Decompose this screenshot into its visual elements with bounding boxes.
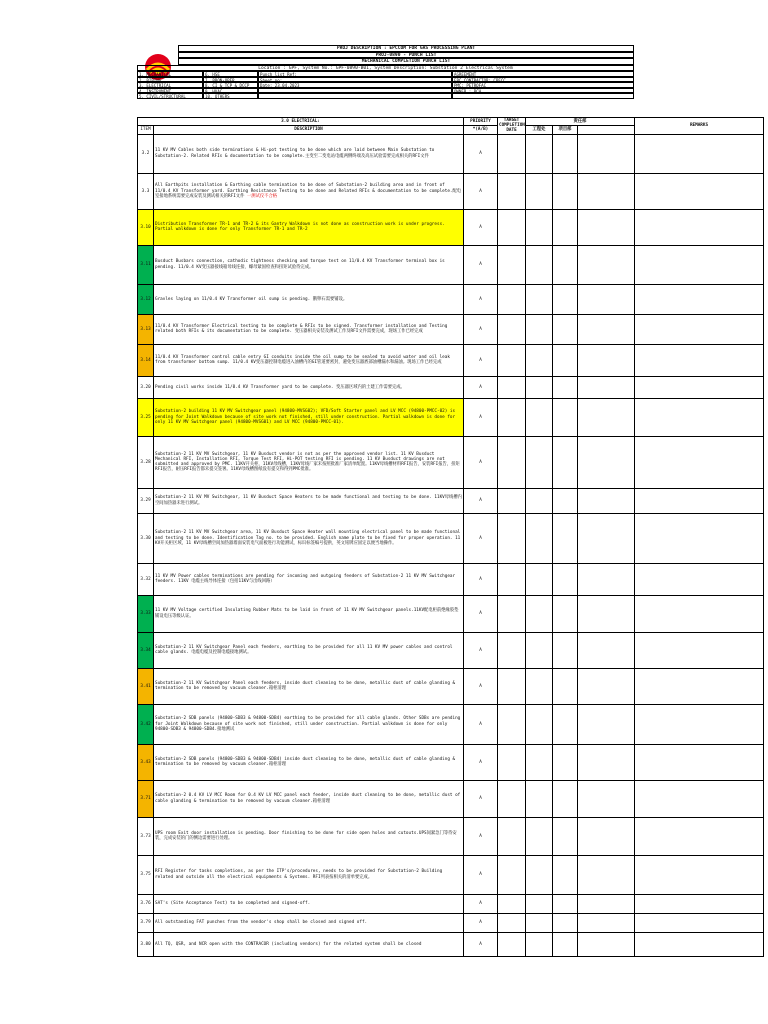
priority-cell: A bbox=[464, 209, 498, 245]
item-description bbox=[154, 209, 464, 245]
table-row bbox=[138, 632, 764, 668]
target-date-cell bbox=[498, 173, 526, 209]
priority-cell: A bbox=[464, 595, 498, 632]
resp-c-cell bbox=[578, 314, 635, 344]
remarks-cell bbox=[635, 513, 764, 563]
target-date-cell bbox=[498, 134, 526, 173]
target-date-cell bbox=[498, 245, 526, 284]
priority-cell: A bbox=[464, 488, 498, 513]
item-description bbox=[154, 173, 464, 209]
resp-b-cell bbox=[553, 855, 578, 894]
description-text: All Earthpits installation & Earthing cable termination to be done of Substation-2 building area and in front of 11/0.4 KV Transformer yard. Earthing Resistance Testing to be done and Related RFIs & documentation to be complete.配电室接地系统需要完成安装及测试相关的RFI文件 bbox=[155, 183, 462, 199]
discipline-cell: PMC: PETROFAC bbox=[452, 82, 634, 88]
discipline-cell: 5. CIVIL/STRUCTURAL bbox=[137, 93, 203, 99]
responsible-header: 责任部 bbox=[526, 118, 635, 126]
item-description bbox=[154, 398, 464, 436]
target-date-cell bbox=[498, 913, 526, 932]
table-row bbox=[138, 668, 764, 704]
resp-c-cell bbox=[578, 209, 635, 245]
remarks-cell bbox=[635, 376, 764, 398]
resp-c-cell bbox=[578, 632, 635, 668]
item-description bbox=[154, 704, 464, 744]
item-number: 3.75 bbox=[138, 855, 154, 894]
priority-cell: A bbox=[464, 513, 498, 563]
priority-cell: A bbox=[464, 376, 498, 398]
resp-c-cell bbox=[578, 173, 635, 209]
resp-a-cell bbox=[526, 563, 553, 595]
target-date-cell bbox=[498, 513, 526, 563]
item-number: 3.14 bbox=[138, 344, 154, 376]
remarks-cell bbox=[635, 932, 764, 956]
table-row bbox=[138, 563, 764, 595]
remarks-cell bbox=[635, 314, 764, 344]
resp-a-cell bbox=[526, 932, 553, 956]
responsible-a-header: 工程处 bbox=[526, 126, 553, 134]
item-description bbox=[154, 488, 464, 513]
resp-a-cell bbox=[526, 668, 553, 704]
responsible-blank bbox=[578, 126, 635, 134]
table-row bbox=[138, 376, 764, 398]
priority-cell: A bbox=[464, 932, 498, 956]
resp-a-cell bbox=[526, 913, 553, 932]
item-number: 3.79 bbox=[138, 913, 154, 932]
section-title: 3.0 ELECTRICAL: bbox=[138, 118, 464, 126]
description-text: 11 KV MV Voltage certified Insulating Rubber Mats to be laid in front of 11 KV MV Switchgear panels.11KV配电柜前绝缘胶垫铺设电压等级认证。 bbox=[155, 608, 459, 619]
resp-a-cell bbox=[526, 173, 553, 209]
resp-c-cell bbox=[578, 245, 635, 284]
description-note: 一测试仪不合格 bbox=[244, 193, 278, 199]
item-description bbox=[154, 513, 464, 563]
resp-b-cell bbox=[553, 376, 578, 398]
table-row bbox=[138, 173, 764, 209]
description-text: SAT's (Site Acceptance Test) to be completed and signed-off. bbox=[155, 901, 311, 906]
table-row bbox=[138, 209, 764, 245]
description-text: Substation-2 SDB panels (94800-SDB3 & 94800-SDB4) earthing to be provided for all cable glands. Other SDBs are pending for Joint Walkdown because of site work not finished, still under construction. Partial walkdown is done for only 94800-SDB3 & 94800-SDB4.接地测试 bbox=[155, 716, 461, 732]
item-description bbox=[154, 855, 464, 894]
description-text: 11/0.4 KV Transformer control cable entry GI conduits inside the oil sump to be sealed to avoid water and oil leak from transformer bottom sump. 11/0.4 KV变压器控制电缆进入油槽内的GI管道要密封，避免变压器底部油槽漏水和漏油。现场工作已经完成 bbox=[155, 354, 450, 366]
remarks-cell bbox=[635, 134, 764, 173]
resp-a-cell bbox=[526, 209, 553, 245]
resp-c-cell bbox=[578, 398, 635, 436]
item-number: 3.34 bbox=[138, 632, 154, 668]
project-description: PROJ DESCRIPTION : EPCCOM FOR GAS PROCESSING PLANT bbox=[178, 45, 634, 52]
remarks-cell bbox=[635, 173, 764, 209]
description-text: 11 KV MV Power cables terminations are pending for incoming and outgoing feeders of Substation-2 11 KV MV Switchgear feeders. 11KV 电缆主线导体连接（包括11KV与出线回路） bbox=[155, 573, 456, 585]
table-row bbox=[138, 513, 764, 563]
location-line: Location : GPF, System No.: GPF-0890-B01, System Description: Substation 2 Electrical System bbox=[137, 65, 634, 72]
resp-c-cell bbox=[578, 344, 635, 376]
target-date-cell bbox=[498, 668, 526, 704]
item-description bbox=[154, 563, 464, 595]
remarks-cell bbox=[635, 398, 764, 436]
resp-c-cell bbox=[578, 913, 635, 932]
resp-c-cell bbox=[578, 668, 635, 704]
priority-cell: A bbox=[464, 913, 498, 932]
discipline-cell: Punch list Ref: bbox=[258, 71, 452, 77]
discipline-cell: 10. OTHERS bbox=[203, 93, 258, 99]
item-description bbox=[154, 632, 464, 668]
resp-a-cell bbox=[526, 398, 553, 436]
remarks-cell bbox=[635, 704, 764, 744]
item-number: 3.12 bbox=[138, 284, 154, 314]
resp-b-cell bbox=[553, 817, 578, 855]
description-text: All outstanding FAT punches from the vendor's shop shall be closed and signed off. bbox=[155, 920, 368, 925]
discipline-cell: Date: 23.04.2023 bbox=[258, 82, 452, 88]
resp-a-cell bbox=[526, 855, 553, 894]
table-row bbox=[138, 817, 764, 855]
description-header: DESCRIPTION bbox=[154, 126, 464, 134]
resp-b-cell bbox=[553, 488, 578, 513]
resp-a-cell bbox=[526, 245, 553, 284]
resp-b-cell bbox=[553, 513, 578, 563]
resp-c-cell bbox=[578, 744, 635, 780]
resp-c-cell bbox=[578, 376, 635, 398]
resp-a-cell bbox=[526, 744, 553, 780]
item-description bbox=[154, 314, 464, 344]
resp-b-cell bbox=[553, 632, 578, 668]
item-description bbox=[154, 894, 464, 913]
target-date-cell bbox=[498, 780, 526, 817]
resp-a-cell bbox=[526, 894, 553, 913]
resp-b-cell bbox=[553, 744, 578, 780]
description-text: Pending civil works inside 11/0.4 KV Transformer yard to be complete. 变压器区域内的土建工作需要完成。 bbox=[155, 384, 405, 390]
table-row bbox=[138, 894, 764, 913]
table-row bbox=[138, 855, 764, 894]
table-header-row-1 bbox=[138, 118, 764, 126]
priority-cell: A bbox=[464, 894, 498, 913]
discipline-cell: AGREEMENT bbox=[452, 71, 634, 77]
remarks-cell bbox=[635, 744, 764, 780]
description-text: Substation-2 building 11 KV MV Switchgear panel (94800-MVSG02); VFD/Soft Starter panel and LV MCC (94800-PMCC-02) is pending for Joint Walkdown because of site work not finished, still under construction. Partial walkdown is done for only 11 KV MV Switchgear panel (94800-MVSG01) and LV MCC (94800-PMCC-01). bbox=[155, 409, 456, 425]
resp-a-cell bbox=[526, 344, 553, 376]
item-number: 3.28 bbox=[138, 436, 154, 488]
item-number: 3.71 bbox=[138, 780, 154, 817]
resp-a-cell bbox=[526, 436, 553, 488]
priority-cell: A bbox=[464, 817, 498, 855]
remarks-cell bbox=[635, 913, 764, 932]
priority-header: PRIORITY bbox=[464, 118, 498, 126]
target-date-cell bbox=[498, 563, 526, 595]
item-description bbox=[154, 744, 464, 780]
description-text: Gravles laying on 11/0.4 KV Transformer oil sump is pending. 鹅卵石需要铺设。 bbox=[155, 296, 348, 302]
item-number: 3.13 bbox=[138, 314, 154, 344]
description-text: Substation-2 0.4 KV LV MCC Room for 0.4 KV LV MCC panel each feeder, inside dust cleaning to be done, metallic dust of cable glanding & termination to be removed by vacuum cleaner.箱柜清理 bbox=[155, 793, 461, 804]
discipline-row bbox=[137, 93, 634, 99]
item-description bbox=[154, 245, 464, 284]
priority-cell: A bbox=[464, 668, 498, 704]
item-number: 3.80 bbox=[138, 932, 154, 956]
discipline-cell: EPC CONTRACTOR: CPECC bbox=[452, 77, 634, 83]
discipline-cell bbox=[452, 93, 634, 99]
table-row bbox=[138, 913, 764, 932]
target-date-cell bbox=[498, 376, 526, 398]
item-number: 3.73 bbox=[138, 817, 154, 855]
priority-cell: A bbox=[464, 134, 498, 173]
priority-cell: A bbox=[464, 632, 498, 668]
target-date-cell bbox=[498, 932, 526, 956]
item-number: 3.41 bbox=[138, 668, 154, 704]
resp-c-cell bbox=[578, 595, 635, 632]
discipline-cell: 6. HSE bbox=[203, 71, 258, 77]
item-header: ITEM bbox=[138, 126, 154, 134]
table-row bbox=[138, 780, 764, 817]
discipline-cell: Sheet no: bbox=[258, 77, 452, 83]
table-row bbox=[138, 314, 764, 344]
description-text: 11/0.4 KV Transformer Electrical testing to be complete & RFIs to be signed. Transformer installation and Testing related both RFIs & its documentation to be complete. 变压器相关安装及测试工作及RFI文件需要完成，现场工作已经完成 bbox=[155, 323, 448, 335]
description-text: Distribution Transformer TR-1 and TR-2 & its Gantry Walkdown is not done as construction work is under progress. Partial walkdown is done for only Transformer TR-1 and TR-2 bbox=[155, 221, 445, 233]
discipline-cell: 3. ELECTRICAL bbox=[137, 82, 203, 88]
item-number: 3.32 bbox=[138, 563, 154, 595]
target-date-cell bbox=[498, 209, 526, 245]
resp-c-cell bbox=[578, 563, 635, 595]
item-description bbox=[154, 780, 464, 817]
resp-c-cell bbox=[578, 894, 635, 913]
description-text: 11 KV MV Cables both side terminations & Hi-pot testing to be done which are laid between Main Substation to Substation-2. Related RFIs & documentation to be complete.主变至二变电站电缆两侧终端及高压试验需要完成相关的RFI文件 bbox=[155, 148, 435, 159]
item-description bbox=[154, 932, 464, 956]
description-text: Substation-2 11 KV MV Switchgear area, 11 KV Busduct Space Heater wall mounting electrical panel to be made functional and testing to be done. Identification Tag no. to be provided. English name plate to be fixed for proper operation. 11 KV开关柜区域，11 KV母线槽空间加热器墙面安装电气面板进行功能测试，标识标签编号提供，英文铭牌应固定以便当地操作。 bbox=[155, 530, 461, 546]
priority-cell: A bbox=[464, 744, 498, 780]
remarks-cell bbox=[635, 894, 764, 913]
target-date-cell bbox=[498, 817, 526, 855]
priority-cell: A bbox=[464, 314, 498, 344]
priority-cell: A bbox=[464, 245, 498, 284]
remarks-cell bbox=[635, 209, 764, 245]
resp-b-cell bbox=[553, 704, 578, 744]
description-text: Substation-2 11 KV Switchgear Panel each feeders, inside dust cleaning to be done, metallic dust of cable glanding & termination to be removed by vacuum cleaner.箱柜清理 bbox=[155, 680, 456, 692]
discipline-cell: 1. MECHANICAL bbox=[137, 71, 203, 77]
target-date-cell bbox=[498, 436, 526, 488]
item-number: 3.43 bbox=[138, 744, 154, 780]
description-text: UPS room Exit door installation is pending. Door finishing to be done for side open holes and cutouts.UPS间紧急门等待安装，完成安装的门的侧边需要进行处理。 bbox=[155, 830, 457, 842]
remarks-cell bbox=[635, 344, 764, 376]
priority-cell: A bbox=[464, 284, 498, 314]
target-date-cell bbox=[498, 595, 526, 632]
remarks-cell bbox=[635, 817, 764, 855]
resp-c-cell bbox=[578, 932, 635, 956]
item-number: 3.10 bbox=[138, 209, 154, 245]
responsible-b-header: 项目部 bbox=[553, 126, 578, 134]
description-text: RFI Register for tasks completions, as per the ITP's/procedures, needs to be provided for Substation-2 Building related and outside all the electrical equipments & Systems. RFI列表按相关的清单要完成。 bbox=[155, 869, 443, 880]
remarks-cell bbox=[635, 436, 764, 488]
resp-a-cell bbox=[526, 284, 553, 314]
table-row bbox=[138, 134, 764, 173]
item-number: 3.11 bbox=[138, 245, 154, 284]
description-text: Substation-2 SDB panels (94800-SDB3 & 94800-SDB4) inside dust cleaning to be done, metallic dust of cable glanding & termination to be removed by vacuum cleaner.箱柜清理 bbox=[155, 756, 456, 768]
target-date-header: TARGET COMPLETION DATE bbox=[499, 118, 525, 134]
resp-b-cell bbox=[553, 314, 578, 344]
resp-a-cell bbox=[526, 780, 553, 817]
target-date-cell bbox=[498, 314, 526, 344]
item-number: 3.3 bbox=[138, 173, 154, 209]
priority-cell: A bbox=[464, 855, 498, 894]
resp-b-cell bbox=[553, 398, 578, 436]
resp-b-cell bbox=[553, 894, 578, 913]
item-description bbox=[154, 913, 464, 932]
resp-b-cell bbox=[553, 209, 578, 245]
discipline-cell: 8. CI & TCP & DCCP bbox=[203, 82, 258, 88]
resp-a-cell bbox=[526, 134, 553, 173]
remarks-header: REMARKS bbox=[635, 118, 764, 135]
resp-a-cell bbox=[526, 488, 553, 513]
completion-title: MECHANICAL COMPLETION PUNCH LIST bbox=[178, 58, 634, 65]
resp-c-cell bbox=[578, 284, 635, 314]
resp-c-cell bbox=[578, 488, 635, 513]
resp-c-cell bbox=[578, 855, 635, 894]
resp-b-cell bbox=[553, 668, 578, 704]
description-text: Busduct Busbars connection, cathodic tightness checking and torque test on 11/0.4 KV Transformer terminal box is pending. 11/0.4 KV变压器接线箱母线连接、螺母紧固检查和扭矩试验待完成。 bbox=[155, 259, 445, 270]
item-number: 3.2 bbox=[138, 134, 154, 173]
resp-c-cell bbox=[578, 704, 635, 744]
resp-c-cell bbox=[578, 513, 635, 563]
table-row bbox=[138, 744, 764, 780]
item-description bbox=[154, 436, 464, 488]
table-row bbox=[138, 932, 764, 956]
punch-list-title: PROJ-0890 - PUNCH LIST bbox=[178, 52, 634, 59]
resp-c-cell bbox=[578, 436, 635, 488]
discipline-cell: 9. HVAC bbox=[203, 88, 258, 94]
target-date-cell bbox=[498, 855, 526, 894]
resp-a-cell bbox=[526, 376, 553, 398]
description-text: All TQ, QSR, and NCR open with the CONTRACOR (including vendors) for the related system shall be closed bbox=[155, 941, 422, 947]
resp-a-cell bbox=[526, 704, 553, 744]
item-number: 3.33 bbox=[138, 595, 154, 632]
table-row bbox=[138, 595, 764, 632]
discipline-cell: OWNER : PCH bbox=[452, 88, 634, 94]
item-description bbox=[154, 134, 464, 173]
target-date-cell bbox=[498, 284, 526, 314]
priority-cell: A bbox=[464, 780, 498, 817]
target-date-cell bbox=[498, 344, 526, 376]
resp-c-cell bbox=[578, 780, 635, 817]
resp-b-cell bbox=[553, 913, 578, 932]
resp-b-cell bbox=[553, 173, 578, 209]
resp-a-cell bbox=[526, 817, 553, 855]
remarks-cell bbox=[635, 668, 764, 704]
table-row bbox=[138, 704, 764, 744]
remarks-cell bbox=[635, 563, 764, 595]
priority-cell: A bbox=[464, 436, 498, 488]
resp-b-cell bbox=[553, 436, 578, 488]
resp-b-cell bbox=[553, 932, 578, 956]
target-date-cell bbox=[498, 894, 526, 913]
punch-table bbox=[137, 117, 764, 957]
resp-b-cell bbox=[553, 284, 578, 314]
resp-b-cell bbox=[553, 595, 578, 632]
target-date-cell bbox=[498, 398, 526, 436]
description-text: Substation-2 11 KV Switchgear Panel each feeders, earthing to be provided for all 11 KV MV power cables and control cable glands. 电缆电缆及控制电缆接地测试。 bbox=[155, 644, 453, 656]
resp-b-cell bbox=[553, 563, 578, 595]
item-description bbox=[154, 817, 464, 855]
priority-cell: A bbox=[464, 173, 498, 209]
item-number: 3.42 bbox=[138, 704, 154, 744]
item-number: 3.29 bbox=[138, 488, 154, 513]
description-text: Substation-2 11 KV MV Switchgear, 11 KV Busduct vendor is not as per the approved vendor list. 11 KV Busduct Mechanical RFI, Installation RFI, Torque Test RFI, Hi-POT testing RFI is pending. 11 KV Busduct drawings are not submitted and approved by PMC. 11KV开关柜，11KV母线槽，11KV母线厂家未按照批准厂家清单配置。11KV母线槽材料RFI报告，安装RFI报告，扭矩RFI报告，耐压RFI报告都未提交签署。11KV母线槽图纸没有提交和得到PMC批准。 bbox=[155, 451, 460, 473]
discipline-cell: 7. PRON-OPER bbox=[203, 77, 258, 83]
item-number: 3.76 bbox=[138, 894, 154, 913]
priority-cell: A bbox=[464, 398, 498, 436]
priority-cell: A bbox=[464, 563, 498, 595]
remarks-cell bbox=[635, 855, 764, 894]
target-date-cell bbox=[498, 632, 526, 668]
resp-b-cell bbox=[553, 134, 578, 173]
resp-a-cell bbox=[526, 513, 553, 563]
target-date-cell bbox=[498, 704, 526, 744]
remarks-cell bbox=[635, 632, 764, 668]
item-description bbox=[154, 284, 464, 314]
item-number: 3.20 bbox=[138, 376, 154, 398]
target-date-cell bbox=[498, 488, 526, 513]
resp-b-cell bbox=[553, 780, 578, 817]
resp-a-cell bbox=[526, 314, 553, 344]
discipline-cell bbox=[258, 93, 452, 99]
resp-b-cell bbox=[553, 245, 578, 284]
item-description bbox=[154, 595, 464, 632]
priority-cell: A bbox=[464, 344, 498, 376]
remarks-cell bbox=[635, 245, 764, 284]
resp-b-cell bbox=[553, 344, 578, 376]
resp-c-cell bbox=[578, 134, 635, 173]
resp-a-cell bbox=[526, 632, 553, 668]
table-row bbox=[138, 398, 764, 436]
remarks-cell bbox=[635, 595, 764, 632]
discipline-cell: 2. PIPING bbox=[137, 77, 203, 83]
item-description bbox=[154, 344, 464, 376]
table-row bbox=[138, 436, 764, 488]
table-row bbox=[138, 488, 764, 513]
target-date-cell bbox=[498, 744, 526, 780]
remarks-cell bbox=[635, 780, 764, 817]
remarks-cell bbox=[635, 284, 764, 314]
resp-a-cell bbox=[526, 595, 553, 632]
resp-c-cell bbox=[578, 817, 635, 855]
priority-sub-header: *(A/B) bbox=[464, 126, 498, 134]
item-number: 3.25 bbox=[138, 398, 154, 436]
table-row bbox=[138, 344, 764, 376]
item-description bbox=[154, 668, 464, 704]
item-description bbox=[154, 376, 464, 398]
table-row bbox=[138, 245, 764, 284]
table-row bbox=[138, 284, 764, 314]
item-number: 3.30 bbox=[138, 513, 154, 563]
discipline-cell: 4. INSTRUMENT bbox=[137, 88, 203, 94]
description-text: Substation-2 11 KV MV Switchgear, 11 KV Busduct Space Heaters to be made functional and testing to be done. 11KV母线槽内空间加热器未进行测试。 bbox=[155, 495, 462, 506]
priority-cell: A bbox=[464, 704, 498, 744]
remarks-cell bbox=[635, 488, 764, 513]
